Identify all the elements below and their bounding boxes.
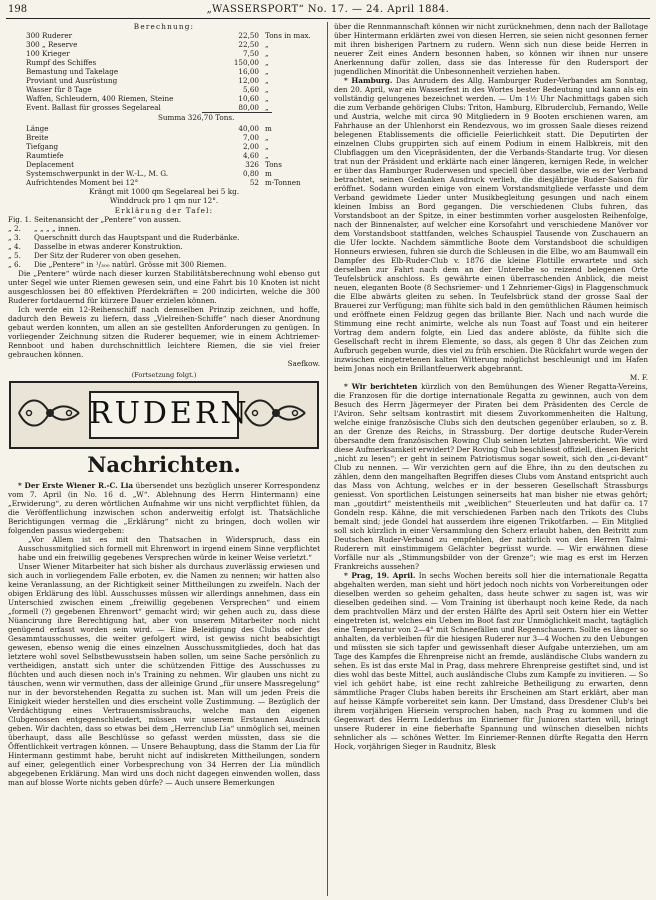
news-lia-continued: über die Rennmannschaft können wir nicht zurücknehmen, denn nach der Ballotage über Hintermann erklärten zwei von diesen Herren, sie seien nicht gesonnen ferner mit ihren bisherigen Partnern zu rudern. Wenn sich nun diese beide Herren in neuerer Zeit eines Andern besonnen haben, so können wir ihnen nur unsere Anerkennung dafür zollen, dass sie das Interesse für den Rudersport der jugendlichen Minorität die Unbesonnenheit verziehen haben.: [334, 22, 648, 76]
row-value: 150,00: [233, 58, 259, 67]
news-hamburg-lead: * Hamburg.: [344, 76, 393, 85]
figure-caption: Dasselbe in etwas anderer Konstruktion.: [34, 242, 183, 251]
dimensions-table: [8, 124, 320, 187]
row-unit: m-Tonnen: [265, 178, 301, 187]
figure-number: „ 3.: [8, 233, 21, 242]
winddruck-line: Winddruck pro 1 qm nur 12°.: [109, 196, 219, 205]
author-signature: Saefkow.: [287, 359, 320, 368]
berechnung-title: Berechnung:: [133, 22, 195, 31]
row-value: 16,00: [238, 67, 259, 76]
row-unit: „: [265, 49, 269, 58]
news-lia-text: übersendet uns bezüglich unserer Korrespondenz vom 7. April (in No. 16 d. „W“. Ablehnung des Herrn Hintermann) eine „Erwiderung“, zu deren wörtlichen Aufnahme wir uns nicht verpflichtet fühlen, da die Veröffentlichung inzwischen schon anderweitig erfolgt ist. Thatsächliche Berichtigungen vermag die „Erklärung“ nicht zu bringen, doch wollen wir folgenden passus wiedergeben:: [8, 481, 320, 535]
table-row: [8, 124, 320, 133]
row-unit: m: [265, 169, 272, 178]
row-value: 7,50: [242, 49, 259, 58]
table-row: [8, 169, 320, 178]
figure-legend-item: [8, 233, 320, 242]
row-label: Waffen, Schleudern, 400 Riemen, Steine: [26, 94, 174, 103]
figure-caption: Die „Pentere“ in ¹/₃₀₀ natürl. Grösse mit 300 Riemen.: [34, 260, 227, 269]
row-label: Proviant und Ausrüstung: [26, 76, 118, 85]
section-title-rudern: RUDERN: [89, 396, 250, 431]
figure-number: Fig. 1.: [8, 215, 32, 224]
row-unit: Tons: [265, 160, 282, 169]
table-row: [8, 49, 320, 58]
row-value: 40,00: [238, 124, 259, 133]
right-ornament-icon: [243, 395, 309, 431]
row-label: Aufrichtendes Moment bei 12°: [26, 178, 139, 187]
masthead-line: „WASSERSPORT“ No. 17. — 24. April 1884.: [206, 4, 450, 15]
figure-legend-item: [8, 242, 320, 251]
row-label: 300 „ Reserve: [26, 40, 78, 49]
row-unit: „: [265, 142, 269, 151]
row-unit: m: [265, 124, 272, 133]
header-rule: [6, 18, 650, 19]
news-hamburg-text: Das Anrudern des Allg. Hamburger Ruder-Verbandes am Sonntag, den 20. April, war ein Wasserfest in des Wortes bester Bedeutung und kann als ein vollständig gelungenes bezeichnet werden. — Um 1½ Uhr Nachmittags gaben sich die zum Verbande gehörigen Clubs: Triton, Hamburg, Elbruderclub, Fernando, Welle und Austria, welche mit circa 90 Mitgliedern in 9 Booten erschienen waren, am Fahrhause an der Uhlenhorst ein Rendezvous, wo im grossen Saale dieses reizend belegenen Etablissements die officielle Feierlichkeit statt. Die Deputirten der einzelnen Clubs gruppirten sich auf einem Podium in einem Halbkreis, mit den Clubflaggen um den Vicepräsidenten, der die Verbands-Standarte trug. Vor diesen trat nun der Präsident und erklärte nach einer längeren, kernigen Rede, in welcher er über das Hamburger Ruderwesen und speciell über dasselbe, wie es der Verband betrachtet, seinen Gedanken Ausdruck verlieh, die diesjährige Ruder-Saison für eröffnet. Sodann wurden einige von einem Vorstandsmitgliede verfasste und dem Verband gewidmete Lieder unter Musikbegleitung gesungen und nach einem kleinen Imbiss an Bord gegangen. Die verschiedenen Clubs fuhren, das Vorstandsboot an der Spitze, in einer bestimmten vorher ausgelosten Reihenfolge, nach der Binnenalster, auf welcher eine Korsofahrt und verschiedene Manöver vor dem Vorstandsboot stattfanden, welches Schauspiel Tausende von Zuschauern an die Ufer lockte. Nachdem sämmtliche Boote dem Vorstandsboot die schuldigen Honneurs erwiesen, fuhren sie durch die Schleusen in die Elbe, wo am Baumwall ein Dampfer des Elb-Ruder-Club v. 1876 die kleine Flottille erwartete und sich derselben zur Fahrt nach dem an der Unterelbe so reizend belegenen Orte Teufelsbrück anschloss. Es gewährte einen überraschenden Anblick, die meist neuen, eleganten Boote (8 Sechsriemer- und 1 Zehnriemer-Gigs) in Flaggenschmuck die Elbe abwärts gleiten zu sehen. In Teufelsbrück stand der grosse Saal der Brauerei zur Verfügung; man fühlte sich bald in den gemüthlichen Räumen heimisch und eröffnete einen Feldzug gegen das brillante Bier. Nach und nach wurde die Stimmung eine recht animirte, welche als nun Toast auf Toast und ein heiterer Vortrag dem andern folgte, ein Lied das andere ablöste, da fühlte sich die Gesellschaft recht in ihrem Elemente, so dass, als gegen 8 Uhr das Zeichen zum Aufbruch gegeben wurde, dies viel zu früh erschien. Die Rückfahrt wurde wegen der inzwischen eingetretenen kalten Witterung möglichst beschleunigt und im Hafen beim Jonas noch ein Brillantfeuerwerk abgebrannt.: [334, 76, 648, 373]
row-value: 7,00: [242, 133, 259, 142]
table-row: [8, 142, 320, 151]
row-unit: Tons in max.: [265, 31, 311, 40]
table-row: [8, 151, 320, 160]
nachrichten-heading: Nachrichten.: [87, 452, 241, 477]
row-label: 100 Krieger: [26, 49, 70, 58]
row-unit: „: [265, 94, 269, 103]
row-unit: „: [265, 85, 269, 94]
figure-caption: Querschnitt durch das Hauptspant und die Ruderbänke.: [34, 233, 240, 242]
row-label: Tiefgang: [26, 142, 59, 151]
news-wien-text: kürzlich von den Bemühungen des Wiener Regatta-Vereins, die Franzosen für die dortige internationale Regatta zu gewinnen, auch von dem Besuch des Herrn Jägermeyer der Piraten bei dem Präsidenten des Cercle de l'Aviron. Sehr seltsam kontrastirt mit diesem Zuvorkommenheiten die Haltung, welche einige französische Clubs sich den deutschen gegenüber erlauben, so z. B. an der Grenze des Reichs, in Strassburg. Der dortige deutsche Ruder-Verein übersandte dem französischen Rowing Club seinen letzten Jahresbericht. Wie wird diese Aufmerksamkeit erwidert? Der Roving Club beschliesst offiziell, diesen Bericht „nicht zu lesen“; er geht in seinem Patriotismus sogar soweit, sich den „ci-devant“ Club zu nennen. — Wir verzichten gern auf die Ehre, ihn zu den deutschen zu zählen, denn den mangelhaften Begriffen dieses Clubs vom Anstand entspricht auch das Mass von Achtung, welches er in der besseren Gesellschaft Strassburgs geniesst. Von sportlichen Leistungen seinerseits hat man bisher nie etwas gehört; man „goutdirt“ meistentheils mit „weiblichen“ Steuerleuten und hat dafür ca. 17 Gondeln resp. Kähne, die mit verschiedenen Farben nach den Trikots des Clubs bemalt sind; jede Gondel hat ausserdem ihre eigenen Trikotfarben. — Ein Mitglied soll sich kürzlich in einer Versammlung den Scherz erlaubt haben, den Beitritt zum Deutschen Ruder-Verband zu empfehlen, der natürlich von den Herren Talmi-Ruderern mit einstimmigem Gelächter begrüsst wurde. — Wir erwähnen diese Vorfälle nur als „Stimmungsbilder von der Grenze“; wie mag es erst im Herzen Frankreichs aussehen?: [334, 382, 648, 571]
row-value: 4,60: [242, 151, 259, 160]
row-value: 326: [245, 160, 259, 169]
row-value: 52: [249, 178, 259, 187]
figure-caption: Seitenansicht der „Pentere“ von aussen.: [34, 215, 182, 224]
paragraph-reihenschiff: Ich werde ein 12-Reihenschiff nach demselben Prinzip zeichnen, und hoffe, dadurch den Beweis zu liefern, dass „Vielreihen-Schiffe“ nach dieser Anordnung gebaut werden konnten, um allen an sie gestellten Anforderungen zu genügen. In vorliegender Zeichnung sitzen die Ruderer bequemer, wie in einem Achtriemer-Rennboot und haben durchschnittlich leichtere Riemen, die sie viel freier gebrauchen können.: [8, 305, 320, 359]
row-value: 80,00: [238, 103, 259, 112]
row-label: Systemschwerpunkt in der W.-L., M. G.: [26, 169, 169, 178]
row-label: Breite: [26, 133, 49, 142]
page-number: 198: [8, 4, 28, 15]
table-row: [8, 76, 320, 85]
row-value: 12,00: [238, 76, 259, 85]
left-column: [8, 22, 320, 896]
figure-legend-item: [8, 215, 320, 224]
table-row: [8, 40, 320, 49]
row-value: 0,80: [242, 169, 259, 178]
news-prag-lead: * Prag, 19. April.: [344, 571, 416, 580]
continued-note: (Fortsetzung folgt.): [131, 371, 197, 379]
left-ornament-icon: [17, 395, 83, 431]
table-row: [8, 178, 320, 187]
figure-number: „ 2.: [8, 224, 21, 233]
news-wien: [334, 382, 648, 571]
news-hamburg: [334, 76, 648, 373]
row-unit: „: [265, 133, 269, 142]
table-row: [8, 85, 320, 94]
kraengt-line: Krängt mit 1000 qm Segelareal bei 5 kg.: [88, 187, 240, 196]
figure-number: „ 5.: [8, 251, 21, 260]
hamburg-signature: M. F.: [629, 373, 648, 382]
row-unit: „: [265, 76, 269, 85]
summa-text: Summa 326,70 Tons.: [158, 113, 235, 122]
row-label: Wasser für 8 Tage: [26, 85, 92, 94]
row-label: Raumtiefe: [26, 151, 64, 160]
row-value: 22,50: [238, 31, 259, 40]
row-unit: „: [265, 151, 269, 160]
erklaerung-title: Erklärung der Tafel:: [114, 206, 214, 215]
rudern-banner: [9, 381, 319, 449]
row-unit: „: [265, 103, 269, 112]
news-wien-lead: * Wir berichteten: [344, 382, 418, 391]
row-label: Deplacement: [26, 160, 75, 169]
table-row: [8, 103, 320, 112]
page-header: [6, 3, 650, 17]
row-label: Rumpf des Schiffes: [26, 58, 97, 67]
figure-caption: Der Sitz der Ruderer von oben gesehen.: [34, 251, 181, 260]
table-row: [8, 160, 320, 169]
row-value: 5,60: [242, 85, 259, 94]
figure-legend-item: [8, 260, 320, 269]
column-divider: [327, 22, 328, 896]
table-row: [8, 94, 320, 103]
figure-legend: [8, 215, 320, 269]
row-unit: „: [265, 58, 269, 67]
table-row: [8, 133, 320, 142]
right-column: [334, 22, 648, 896]
weight-table: [8, 31, 320, 112]
row-value: 22,50: [238, 40, 259, 49]
row-label: Bemastung und Takelage: [26, 67, 119, 76]
figure-legend-item: [8, 251, 320, 260]
row-label: Länge: [26, 124, 49, 133]
news-lia-response: Unser Wiener Mitarbeiter hat sich bisher als durchaus zuverlässig erwiesen und sich auch in vorliegendem Falle erboten, ev. die Namen zu nennen; wir hatten also keine Veranlassung, an der Richtigkeit seiner Mittheilungen zu zweifeln. Nach der obigen Erklärung des lübl. Ausschusses müssen wir allerdings annehmen, dass ein Unterschied zwischen einem „freiwillig gegebenen Versprechen“ und einem „formell (?) gegebenen Ehrenwort“ gemacht wird; wir gehen auch zu, dass diese Nüancirung ihre Berechtigung hat, aber von unserem Mitarbeiter noch nicht genügend erfasst worden sein wird. — Eine Beleidigung des Clubs oder des Gesammtausschusses, die weiter gefolgert wird, ist gewiss nicht beabsichtigt gewesen, ebenso wenig die eines einzelnen Ausschussmitgliedes, doch hat das letztere wohl sovel Selbstbewusstsein haben sollen, um seine Sache persönlich zu vertheidigen, anstatt sich unter die schützenden Fittige des Ausschusses zu flüchten und auch diesen noch in's Training zu nehmen. Wir glauben uns nicht zu täuschen, wenn wir vermuthen, dass der alleinige Grund „für unsere Massregelung“ nur in der bevorstehenden Regatta zu suchen ist. Man will um jeden Preis die Einigkeit wieder herstellen und dies erscheint volle Zustimmung. — Bezüglich der Verdächtigung eines Vertrauensmissbrauchs, welche man den eigenen Clubgenossen entgegenschleudert, müssen wir unserem Erstaunen Ausdruck geben. Wir dachten, dass so etwas bei dem „Herrenclub Lia“ unmöglich sei, meinen überhaupt, dass alle Beschlüsse so gefasst werden müssten, dass sie die Öffentlichkeit vertragen können. — Unsere Behauptung, dass die Stamm der Lia für Hintermann gestimmt habe, beruht nicht auf indiskreten Mittheilungen, sondern auf einer, gelegentlich einer Vorbesprechung von 34 Herren der Lia mündlich abgegebenen Erklärung. Man wird uns doch nicht dagegen einwenden wollen, dass man auf blosse Worte nichts geben dürfe? — Auch unsere Bemerkungen: [8, 562, 320, 787]
row-label: Event. Ballast für grosses Segelareal: [26, 103, 161, 112]
news-prag: [334, 571, 648, 751]
row-value: 2,00: [242, 142, 259, 151]
news-lia-quote: „Vor Allem ist es mit den Thatsachen in Widerspruch, dass ein Ausschussmitglied sich formell mit Ehrenwort in irgend einem Sinne verpflichtet habe und ein freiwillig gegebenes Versprechen würde in keiner Weise verletzt.“: [18, 535, 320, 562]
news-lia: [8, 481, 320, 535]
paragraph-pentere: Die „Pentere“ würde nach dieser kurzen Stabilitätsberechnung wohl ebenso gut unter Segel wie unter Riemen gewesen sein, und eine Fahrt bis 10 Knoten ist nicht ausgeschlossen bei 80 effektiven Pferdekräften = 200 indicirten, welche die 300 Ruderer fortdauernd für kürzere Dauer erzielen können.: [8, 269, 320, 305]
figure-caption: „ „ „ „ innen.: [34, 224, 81, 233]
row-unit: „: [265, 67, 269, 76]
figure-legend-item: [8, 224, 320, 233]
row-value: 10,60: [238, 94, 259, 103]
figure-number: „ 6.: [8, 260, 21, 269]
table-row: [8, 31, 320, 40]
news-prag-text: In sechs Wochen bereits soll hier die internationale Regatta abgehalten werden, man sieht und hört jedoch noch nichts von Vorbereitungen oder dieselben werden so geheim gehalten, dass heute schwer zu sagen ist, was wir dieselben gedeihen sind. — Vom Training ist überhaupt noch keine Rede, da nach dem prachtvollen März und der ersten Hälfte des April seit Ostern hier ein Wetter eingetreten ist, welches ein Ueben im Boot fast zur Unmöglichkeit macht, tagtäglich eine Temperatur von 2—4° mit Schneefällen und Regenschauern. Sollte es länger so anhalten, da verbleiben für die hiesigen Ruderer nur 3—4 Wochen zu den Uebungen und müssten sie sich tapfer und gewissenhaft dieser Aufgabe unterziehen, um am Tage des Kampfes die Ehrenpreise nicht an fremde, ausländische Clubs wandern zu sehen. Es ist das erste Mal in Prag, dass mehrere Ehrenpreise gestiftet sind, und ist dies wohl das beste Mittel, auch ausländische Clubs zum Kampfe zu invitieren. — So viel ich gehört habe, ist eine recht zahlreiche Betheiligung zu erwarten, denn sämmtliche Prager Clubs haben bereits ihr Erscheinen am Start erklärt, aber man auf heisse Kämpfe vorbereitet sein kann. Der Umstand, dass Dresdener Club's bei ihrem vorjährigen Hiersein versprochen haben, nach Prag zu kommen und die Gegenwart des Herrn Ledderhus im Einriemer für Junioren starten will, bringt unsere Ruderer in eine fieberhafte Spannung und wünschen dieselben nichts sehnlicher als — schönes Wetter. Im Einriemer-Rennen dürfte Regatta den Herrn Hock, vorjährigen Sieger in Raudnitz, Blesk: [334, 571, 648, 751]
table-row: [8, 67, 320, 76]
table-row: [8, 58, 320, 67]
row-unit: „: [265, 40, 269, 49]
summa-row: [8, 113, 320, 122]
row-label: 300 Ruderer: [26, 31, 73, 40]
figure-number: „ 4.: [8, 242, 21, 251]
news-lia-lead: * Der Erste Wiener R.-C. Lia: [18, 481, 134, 490]
